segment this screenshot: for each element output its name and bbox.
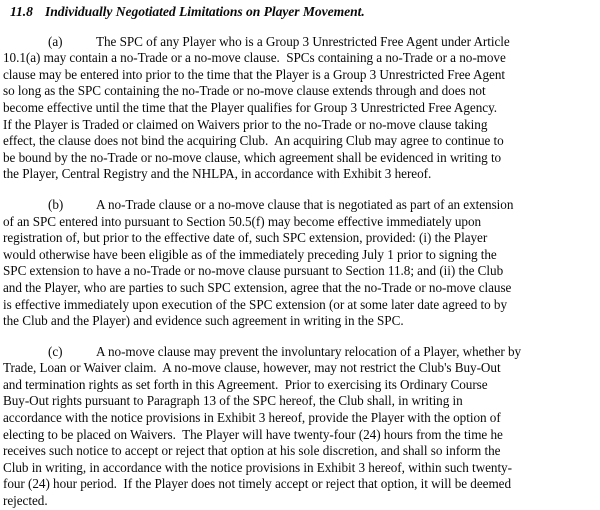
paragraph-line: four (24) hour period. If the Player does not timely accept or reject that option, it will be deemed (3, 476, 512, 492)
paragraph-line: the Player, Central Registry and the NHLPA, in accordance with Exhibit 3 hereof. (3, 166, 432, 182)
paragraph-line: effect, the clause does not bind the acquiring Club. An acquiring Club may agree to continue to (3, 133, 504, 149)
paragraph-first-line (3, 344, 598, 361)
section-number: 11.8 (10, 4, 33, 19)
paragraph-line: become effective until the time that the Player qualifies for Group 3 Unrestricted Free Agency. (3, 99, 498, 115)
paragraph-line: is effective immediately upon execution of the SPC extension (or at some later date agreed to by (3, 296, 507, 312)
paragraph-line: electing to be placed on Waivers. The Player will have twenty-four (24) hours from the time he (3, 426, 503, 442)
paragraph-line: SPC extension to have a no-Trade or no-move clause pursuant to Section 11.8; and (ii) the Club (3, 263, 504, 279)
paragraph-c (3, 344, 598, 510)
paragraph-line: the Club and the Player) and evidence such agreement in writing in the SPC. (3, 313, 404, 329)
paragraph-line: accordance with the notice provisions in Exhibit 3 hereof, provide the Player with the option of (3, 410, 501, 426)
paragraph-line: 10.1(a) may contain a no-Trade or a no-move clause. SPCs containing a no-Trade or a no-move (3, 50, 506, 66)
paragraph-text: A no-move clause may prevent the involuntary relocation of a Player, whether by (96, 343, 522, 359)
paragraph-label: (c) (48, 343, 63, 359)
paragraph-line: and termination rights as set forth in this Agreement. Prior to exercising its Ordinary Course (3, 376, 488, 392)
paragraph-line: would otherwise have been eligible as of the immediately preceding July 1 prior to signing the (3, 246, 497, 262)
section-heading (3, 4, 598, 21)
paragraph-line: If the Player is Traded or claimed on Waivers prior to the no-Trade or no-move clause taking (3, 116, 488, 132)
paragraph-line: Trade, Loan or Waiver claim. A no-move clause, however, may not restrict the Club's Buy-Out (3, 360, 501, 376)
paragraph-line: registration of, but prior to the effective date of, such SPC extension, provided: (i) the Player (3, 230, 488, 246)
paragraph-label: (a) (48, 33, 63, 49)
paragraph-line: be bound by the no-Trade or no-move clause, which agreement shall be evidenced in writing to (3, 149, 502, 165)
paragraph-label: (b) (48, 196, 64, 212)
paragraph-line: rejected. (3, 493, 48, 509)
paragraph-text: The SPC of any Player who is a Group 3 Unrestricted Free Agent under Article (96, 33, 510, 49)
paragraph-line: and the Player, who are parties to such SPC extension, agree that the no-Trade or no-move clause (3, 279, 512, 295)
paragraph-first-line (3, 34, 598, 51)
paragraph-b (3, 197, 598, 330)
paragraph-line: receives such notice to accept or reject that option at his sole discretion, and shall so inform the (3, 443, 501, 459)
paragraph-line: so long as the SPC containing the no-Trade or no-move clause extends through and does not (3, 83, 486, 99)
paragraph-a (3, 34, 598, 183)
paragraph-line: of an SPC entered into pursuant to Section 50.5(f) may become effective immediately upon (3, 213, 482, 229)
paragraph-line: Club in writing, in accordance with the notice provisions in Exhibit 3 hereof, within such twenty- (3, 459, 512, 475)
section-title: Individually Negotiated Limitations on Player Movement. (45, 4, 365, 19)
paragraph-first-line (3, 197, 598, 214)
paragraph-line: Buy-Out rights pursuant to Paragraph 13 of the SPC hereof, the Club shall, in writing in (3, 393, 463, 409)
paragraph-text: A no-Trade clause or a no-move clause that is negotiated as part of an extension (96, 196, 514, 212)
paragraph-line: clause may be entered into prior to the time that the Player is a Group 3 Unrestricted Free Agent (3, 66, 505, 82)
